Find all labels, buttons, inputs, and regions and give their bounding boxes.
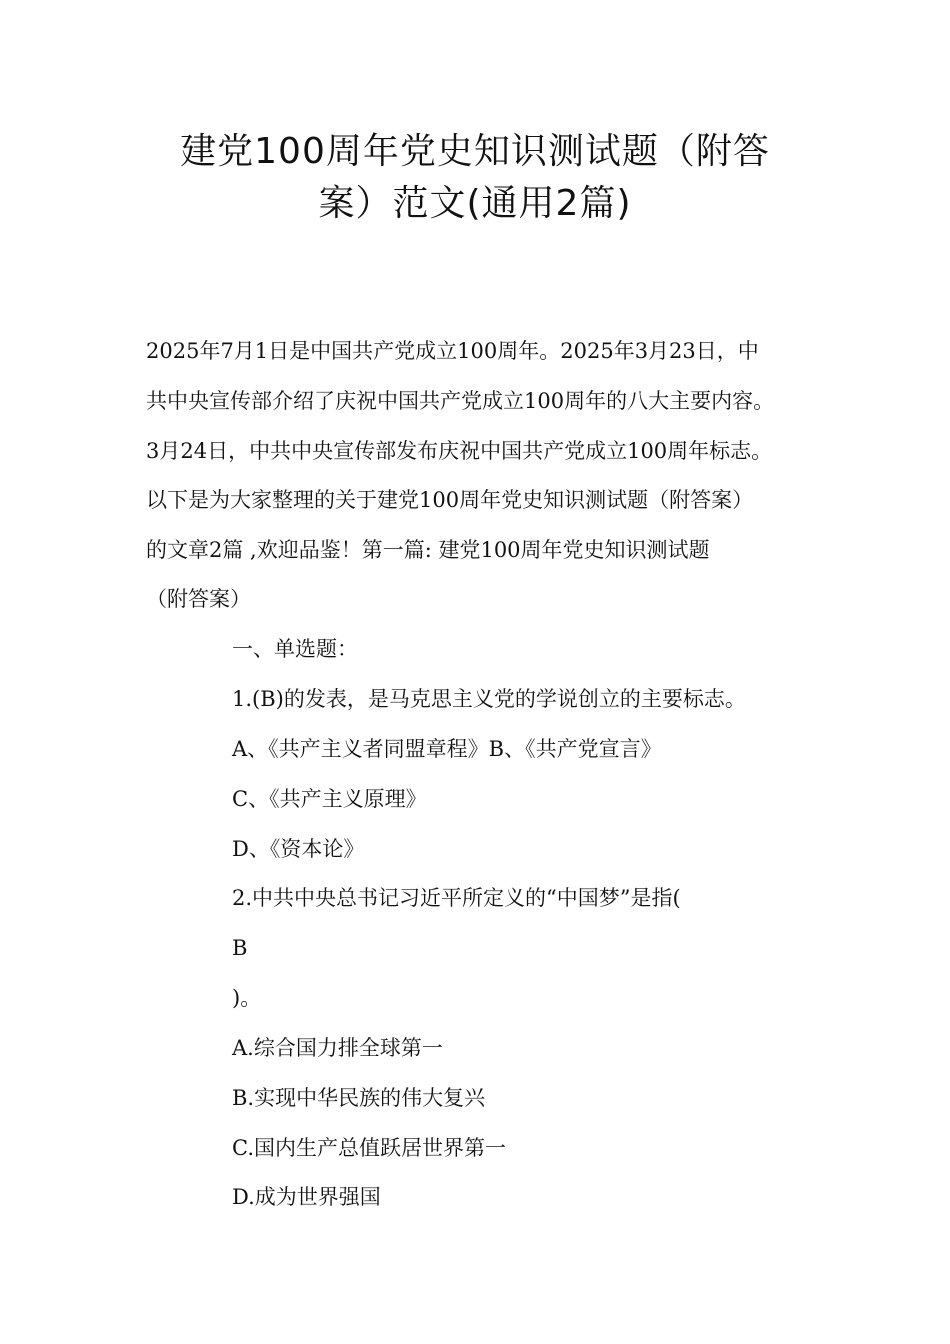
question-2-option-d: D.成为世界强国 [232,1185,381,1209]
intro-line-3: 3月24日，中共中央宣传部发布庆祝中国共产党成立100周年标志。 [146,439,773,463]
intro-line-2: 共中央宣传部介绍了庆祝中国共产党成立100周年的八大主要内容。 [146,389,775,413]
question-2: 2.中共中央总书记习近平所定义的“中国梦”是指( [232,886,681,910]
question-1: 1.(B)的发表，是马克思主义党的学说创立的主要标志。 [232,687,746,711]
question-1-option-d: D、《资本论》 [232,837,365,861]
question-2-option-a: A.综合国力排全球第一 [232,1036,443,1060]
question-1-option-ab: A、《共产主义者同盟章程》B、《共产党宣言》 [232,737,662,761]
question-2-option-c: C.国内生产总值跃居世界第一 [232,1136,506,1160]
question-2-option-b: B.实现中华民族的伟大复兴 [232,1086,486,1110]
document-title-line-2: 案）范文(通用2篇) [318,183,632,224]
intro-line-5: 的文章2篇 ,欢迎品鉴！第一篇: 建党100周年党史知识测试题 [146,538,710,562]
intro-line-4: 以下是为大家整理的关于建党100周年党史知识测试题（附答案） [146,488,754,512]
section-heading: 一、单选题： [232,637,358,661]
question-2-end: )。 [232,986,262,1010]
question-2-answer: B [232,936,248,960]
intro-line-1: 2025年7月1日是中国共产党成立100周年。2025年3月23日，中 [146,339,759,363]
document-title-line-1: 建党100周年党史知识测试题（附答 [180,131,770,172]
intro-line-6: （附答案） [146,587,251,611]
question-1-option-c: C、《共产主义原理》 [232,787,427,811]
